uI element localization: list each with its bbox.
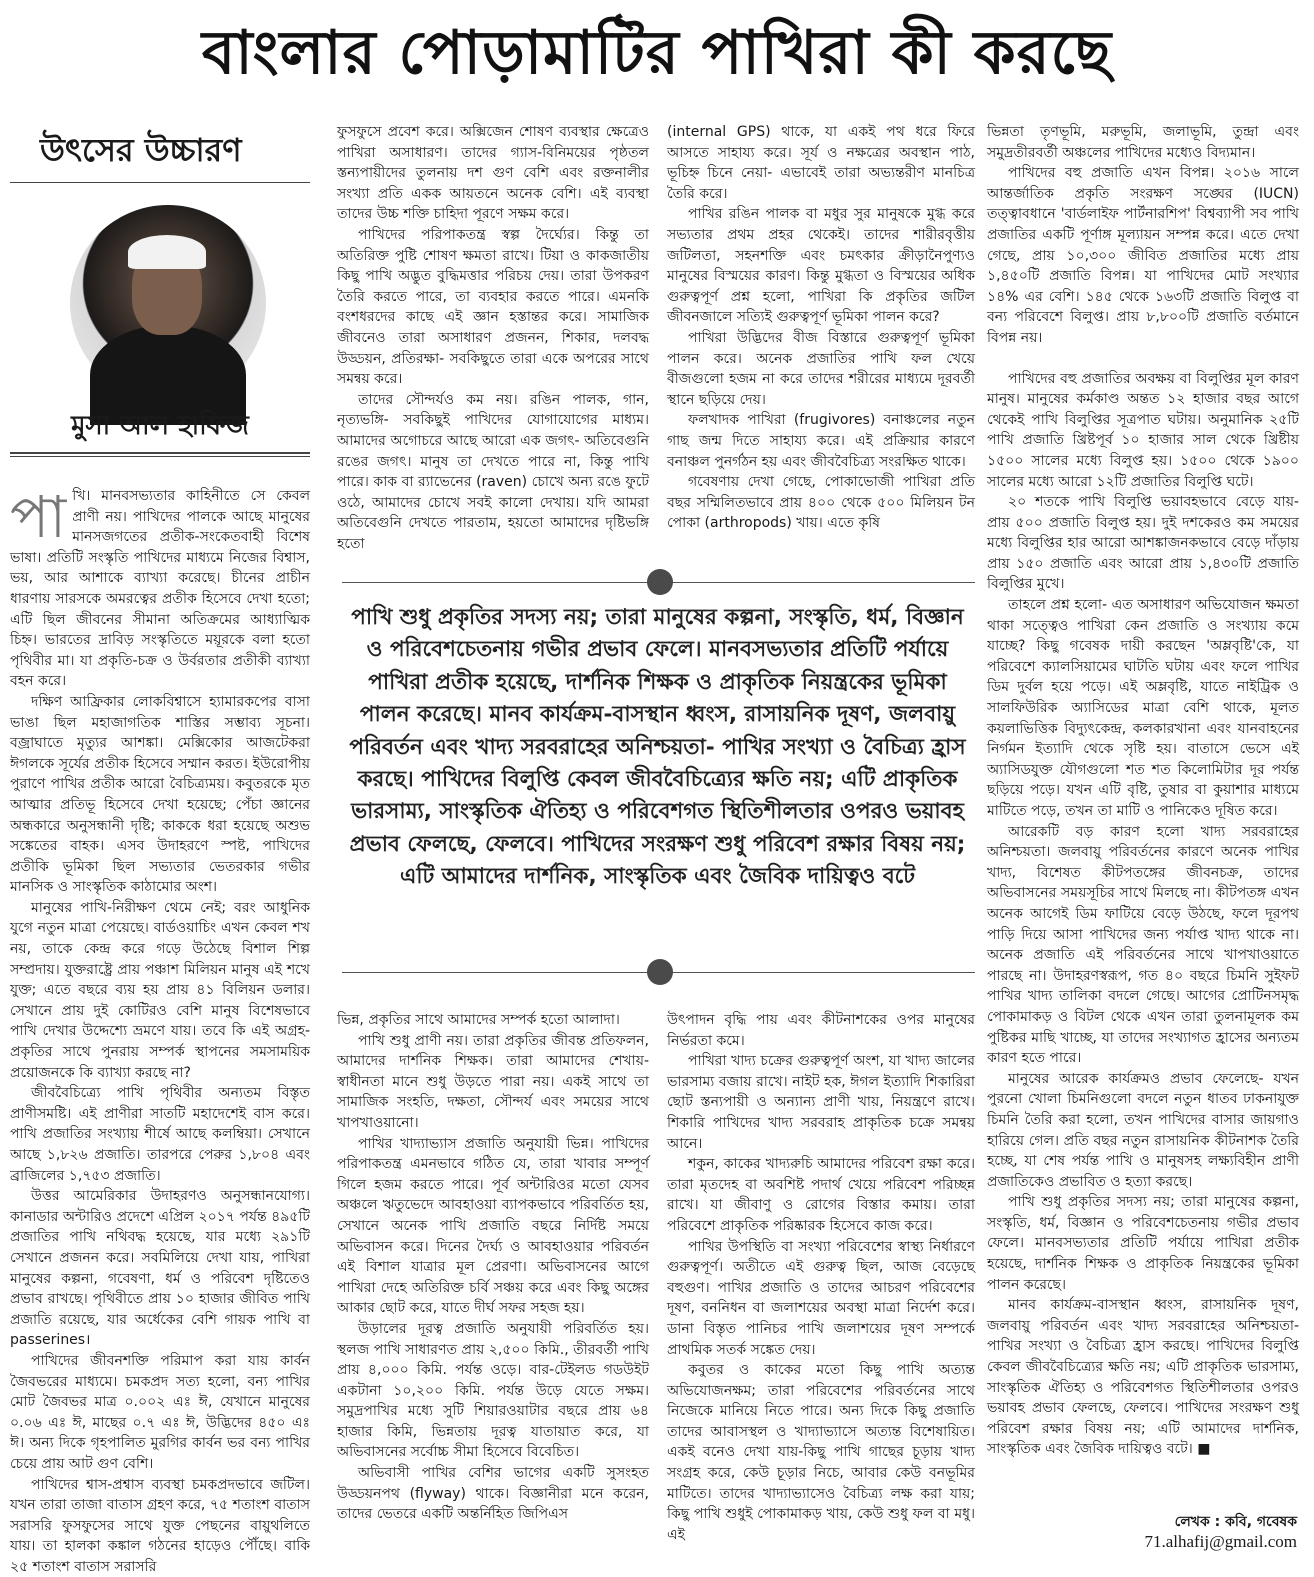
paragraph: উৎপাদন বৃদ্ধি পায় এবং কীটনাশকের ওপর মানুষের নির্ভরতা কমে। bbox=[667, 1010, 975, 1051]
paragraph: মানুষের আরেক কার্যক্রমও প্রভাব ফেলেছে- যখন পুরনো খোলা চিমনিগুলো বদলে নতুন ধাতব ঢাকনাযুক্ত চিমনি তৈরি করা হলো, তখন পাখিদের বাসার জায়গাও হারিয়ে গেল। প্রতি বছর নতুন রাসায়নিক কীটনাশক তৈরি হচ্ছে, যা শেষ পর্যন্ত পাখি ও মানুষসহ লক্ষ্যবিহীন প্রাণী প্রজাতিকেও প্রভাবিত ও হত্যা করছে। bbox=[987, 1069, 1299, 1193]
paragraph: খি। মানবসভ্যতার কাহিনীতে সে কেবল প্রাণী নয়। পাখিদের পালকে আছে মানুষের মানসজগতের প্রতীক-সংকেতবাহী বিশেষ ভাষা। প্রতিটি সংস্কৃতি পাখিদের মাধ্যমে নিজের বিশ্বাস, ভয়, আর আশাকে ব্যাখ্যা করেছে। চীনের প্রাচীন ধারণায় সারসকে অমরত্বের প্রতীক হিসেবে দেখা হতো; এটি ছিল জীবনের সীমানা অতিক্রমের আধ্যাত্মিক চিহ্ন। ভারতের দ্রাবিড় সংস্কৃতিতে ময়ূরকে বলা হতো পৃথিবীর মা। যা প্রকৃতি-চক্র ও উর্বরতার প্রতীকী ব্যাখ্যা বহন করে। bbox=[10, 488, 310, 689]
paragraph: জীববৈচিত্র্যে পাখি পৃথিবীর অন্যতম বিস্তৃত প্রাণীসমষ্টি। এই প্রাণীরা সাতটি মহাদেশেই বাস করে। পাখি প্রজাতির সংখ্যায় শীর্ষে আছে কলম্বিয়া। সেখানে আছে ১,৮২৬ প্রজাতি। তারপরে পেরুর ১,৮০৪ এবং ব্রাজিলের ১,৭৫৩ প্রজাতি। bbox=[10, 1083, 310, 1186]
paragraph: ভিন্নতা তৃণভূমি, মরুভূমি, জলাভূমি, তুন্দ্রা এবং সমুদ্রতীরবর্তী অঞ্চলের পাখিদের মধ্যেও বিদ্যমান। bbox=[987, 122, 1299, 163]
paragraph: পাখিরা উদ্ভিদের বীজ বিস্তারে গুরুত্বপূর্ণ ভূমিকা পালন করে। অনেক প্রজাতির পাখি ফল খেয়ে বীজগুলো হজম না করে তাদের শরীরের মাধ্যমে দূরবর্তী স্থানে ছড়িয়ে দেয়। bbox=[667, 328, 975, 410]
column-4 bbox=[987, 122, 1299, 1512]
paragraph: আরেকটি বড় কারণ হলো খাদ্য সরবরাহের অনিশ্চয়তা। জলবায়ু পরিবর্তনের কারণে অনেক পাখির খাদ্য, বিশেষত কীটপতঙ্গের জীবনচক্র, তাদের অভিবাসনের সময়সূচির সাথে মিলছে না। কীটপতঙ্গ এখন অনেক আগেই ডিম ফাটিয়ে বেড়ে উঠছে, ফলে দূরপথ পাড়ি দিয়ে আসা পাখিদের জন্য পর্যাপ্ত খাদ্য থাকে না। অনেক প্রজাতি এই পরিবর্তনের সাথে খাপখাওয়াতে পারছে না। উদাহরণস্বরূপ, গত ৪০ বছরে চিমনি সুইফট পাখির খাদ্য তালিকা বদলে গেছে। আগের প্রোটিনসমৃদ্ধ পোকামাকড় ও বিটল থেকে এখন তারা তুলনামূলক কম পুষ্টিকর মাছি খাচ্ছে, যা তাদের সংখ্যাগত হ্রাসের অন্যতম কারণ হতে পারে। bbox=[987, 822, 1299, 1069]
column-2-top bbox=[337, 122, 649, 522]
column-1 bbox=[10, 486, 310, 1568]
headline: বাংলার পোড়ামাটির পাখিরা কী করছে bbox=[0, 8, 1314, 98]
author-email[interactable]: 71.alhafij@gmail.com bbox=[985, 1532, 1297, 1552]
paragraph: পাখিদের বহু প্রজাতির অবক্ষয় বা বিলুপ্তির মূল কারণ মানুষ। মানুষের কর্মকাণ্ড অন্তত ১২ হাজার বছর আগে থেকেই পাখি বিলুপ্তির সূত্রপাত ঘটায়। অনুমানিক ২৫টি পাখি প্রজাতি খ্রিষ্টপূর্ব ১০ হাজার সাল থেকে খ্রিষ্টীয় ১৫০০ সালের মধ্যে বিলুপ্ত হয়। ১৫০০ থেকে ১৯০০ সালের মধ্যে আরো ১২টি প্রজাতির বিলুপ্তি ঘটে। bbox=[987, 369, 1299, 493]
paragraph: পাখিদের বহু প্রজাতি এখন বিপন্ন। ২০১৬ সালে আন্তর্জাতিক প্রকৃতি সংরক্ষণ সঙ্ঘের (IUCN) তত্ত্বাবধানে 'বার্ডলাইফ পার্টনারশিপ' বিশ্বব্যাপী সব পাখি প্রজাতির একটি পূর্ণাঙ্গ মূল্যায়ন সম্পন্ন করে। এতে দেখা গেছে, প্রায় ১০,৩০০ জীবিত প্রজাতির মধ্যে প্রায় ১,৪৫০টি প্রজাতি বিপন্ন। যা পাখিদের মোট সংখ্যার ১৪% এর বেশি। ১৪৫ থেকে ১৬৩টি প্রজাতি বিলুপ্ত বা বন্য পরিবেশে বিলুপ্ত। প্রায় ৮,৮০০টি প্রজাতি বর্তমানে বিপন্ন নয়। bbox=[987, 163, 1299, 348]
paragraph: মানুষের পাখি-নিরীক্ষণ থেমে নেই; বরং আধুনিক যুগে নতুন মাত্রা পেয়েছে। বার্ডওয়াচিং এখন কেবল শখ নয়, তাকে কেন্দ্র করে গড়ে উঠেছে বিশাল শিল্প সম্প্রদায়। যুক্তরাষ্ট্রে প্রায় পঞ্চাশ মিলিয়ন মানুষ এই শখে যুক্ত; এতে বছরে ব্যয় হয় প্রায় ৪১ বিলিয়ন ডলার। সেখানে প্রায় দুই কোটিরও বেশি মানুষ বিশেষভাবে পাখি দেখার উদ্দেশ্যে ভ্রমণে যায়। তবে কি এই অগ্রহ- প্রকৃতির সাথে পুনরায় সম্পর্ক স্থাপনের সমসাময়িক প্রয়োজনকে কি ব্যাখ্যা করছে না? bbox=[10, 898, 310, 1083]
paragraph: পাখি শুধু প্রকৃতির সদস্য নয়; তারা মানুষের কল্পনা, সংস্কৃতি, ধর্ম, বিজ্ঞান ও পরিবেশচেতনায় গভীর প্রভাব ফেলে। মানবসভ্যতার প্রতিটি পর্যায়ে পাখিরা প্রতীক হয়েছে, দার্শনিক শিক্ষক ও প্রাকৃতিক নিয়ন্ত্রকের ভূমিকা পালন করেছে। bbox=[987, 1192, 1299, 1295]
divider bbox=[10, 456, 310, 457]
author-name: মুসা আল হাফিজ bbox=[40, 406, 280, 446]
paragraph: ফুসফুসে প্রবেশ করে। অক্সিজেন শোষণ ব্যবস্থার ক্ষেত্রেও পাখিরা অসাধারণ। তাদের গ্যাস-বিনিময়ের পৃষ্ঠতল স্তন্যপায়ীদের তুলনায় দশ গুণ বেশি এবং রক্তনালীর সংখ্যা প্রতি একক আয়তনে অনেক বেশি। এই ব্যবস্থা তাদের উচ্চ শক্তি চাহিদা পূরণে সক্ষম করে। bbox=[337, 122, 649, 225]
paragraph: মানব কার্যক্রম-বাসস্থান ধ্বংস, রাসায়নিক দূষণ, জলবায়ু পরিবর্তন এবং খাদ্য সরবরাহের অনিশ্চয়তা- পাখির সংখ্যা ও বৈচিত্র্য হ্রাস করছে। পাখিদের বিলুপ্তি কেবল জীববৈচিত্র্যের ক্ষতি নয়; এটি প্রাকৃতিক ভারসাম্য, সাংস্কৃতিক ঐতিহ্য ও পরিবেশগত স্থিতিশীলতার ওপরও ভয়াবহ প্রভাব ফেলছে, ফেলবে। পাখিদের সংরক্ষণ শুধু পরিবেশ রক্ষার বিষয় নয়; এটি আমাদের দার্শনিক, সাংস্কৃতিক এবং জৈবিক দায়িত্বও বটে। ■ bbox=[987, 1295, 1299, 1460]
paragraph: পাখি শুধু প্রাণী নয়। তারা প্রকৃতির জীবন্ত প্রতিফলন, আমাদের দার্শনিক শিক্ষক। তারা আমাদের শেখায়- স্বাধীনতা মানে শুধু উড়তে পারা নয়। একই সাথে তা সামাজিক সংহতি, দক্ষতা, সৌন্দর্য এবং সময়ের সাথে খাপখাওয়ানো। bbox=[337, 1031, 649, 1134]
section-label: উৎসের উচ্চারণ bbox=[40, 126, 290, 174]
paragraph: তাহলে প্রশ্ন হলো- এত অসাধারণ অভিযোজন ক্ষমতা থাকা সত্ত্বেও পাখিরা কেন প্রজাতি ও সংখ্যায় কমে যাচ্ছে? কিছু গবেষক দায়ী করছেন 'অম্লবৃষ্টি'কে, যা পরিবেশে ক্যালসিয়ামের ঘাটতি ঘটায় এবং ফলে পাখির ডিম দুর্বল হয়ে পড়ে। এই অম্লবৃষ্টি, যাতে নাইট্রিক ও সালফিউরিক অ্যাসিডের মাত্রা বেশি থাকে, মূলত কয়লাভিত্তিক বিদ্যুৎকেন্দ্র, কলকারখানা এবং যানবাহনের নির্গমন ইত্যাদি থেকে সৃষ্টি হয়। বাতাসে ভেসে এই অ্যাসিডযুক্ত যৌগগুলো শত শত কিলোমিটার দূর পর্যন্ত ছড়িয়ে পড়ে। যখন এটি বৃষ্টি, তুষার বা কুয়াশার মাধ্যমে মাটিতে পড়ে, তখন তা মাটি ও পানিকেও দূষিত করে। bbox=[987, 595, 1299, 822]
paragraph: কবুতর ও কাকের মতো কিছু পাখি অত্যন্ত অভিযোজনক্ষম; তারা পরিবেশের পরিবর্তনের সাথে নিজেকে মানিয়ে নিতে পারে। অন্য দিকে কিছু প্রজাতি তাদের আবাসস্থল ও খাদ্যাভ্যাসে অত্যন্ত বিশেষায়িত। একই বনেও দেখা যায়-কিছু পাখি গাছের চূড়ায় খাদ্য সংগ্রহ করে, কেউ চূড়ার নিচে, আবার কেউ বনভূমির মাটিতে। তাদের খাদ্যাভ্যাসেও বৈচিত্র্য লক্ষ করা যায়; কিছু পাখি শুধুই পোকামাকড় খায়, কেউ শুধু ফল বা মধু। এই bbox=[667, 1360, 975, 1545]
paragraph: দক্ষিণ আফ্রিকার লোকবিশ্বাসে হ্যামারকপের বাসা ভাঙা ছিল মহাজাগতিক শাস্তির সম্ভাব্য সূচনা। বজ্রাঘাতে মৃত্যুর আশঙ্কা। মেক্সিকোর আজটেকরা ঈগলকে সূর্যের প্রতীক হিসেবে সম্মান করত। ইউরোপীয় পুরাণে পাখির প্রতীক আরো বৈচিত্র্যময়। কবুতরকে মৃত আত্মার প্রতিভূ হিসেবে দেখা হয়েছে; পেঁচা জ্ঞানের অন্ধকারে অনুসন্ধানী দৃষ্টি; কাককে ধরা হয়েছে অশুভ সঙ্কেতের বাহক। এসব উদাহরণে স্পষ্ট, পাখিদের প্রতীকি ভূমিকা ছিল সভ্যতার ভেতরকার গভীর মানসিক ও সাংস্কৃতিক কাঠামোর অংশ। bbox=[10, 692, 310, 898]
divider bbox=[10, 182, 310, 183]
author-role: লেখক : কবি, গবেষক bbox=[985, 1512, 1297, 1532]
author-photo bbox=[70, 205, 266, 401]
paragraph: পাখির খাদ্যাভ্যাস প্রজাতি অনুযায়ী ভিন্ন। পাখিদের পরিপাকতন্ত্র এমনভাবে গঠিত যে, তারা খাবার সম্পূর্ণ গিলে হজম করতে পারে। পূর্ব অন্টারিওর মতো যেসব অঞ্চলে ঋতুভেদে আবহাওয়া ব্যাপকভাবে পরিবর্তিত হয়, সেখানে অনেক পাখি প্রজাতি বছরে নির্দিষ্ট সময়ে অভিবাসন করে। দিনের দৈর্ঘ্য ও আবহাওয়ার পরিবর্তন এই বিশাল যাত্রার মূল প্রেরণা। অভিবাসনের আগে পাখিরা দেহে অতিরিক্ত চর্বি সঞ্চয় করে এবং কিছু অঙ্গের আকার ছোট করে, যাতে দীর্ঘ সফর সহজ হয়। bbox=[337, 1134, 649, 1319]
byline bbox=[985, 1512, 1297, 1552]
paragraph: (internal GPS) থাকে, যা একই পথ ধরে ফিরে আসতে সাহায্য করে। সূর্য ও নক্ষত্রের অবস্থান পাঠ, ভূচিহ্ন চিনে নেয়া- এভাবেই তারা অভ্যন্তরীণ মানচিত্র তৈরি করে। bbox=[667, 122, 975, 204]
paragraph: পাখিদের জীবনশক্তি পরিমাপ করা যায় কার্বন জৈবভরের মাধ্যমে। চমকপ্রদ সত্য হলো, বন্য পাখির মোট জৈবভর মাত্র ০.০০২ এঃ ঈ, যেখানে মানুষের ০.০৬ এঃ ঈ, মাছের ০.৭ এঃ ঈ, উদ্ভিদের ৪৫০ এঃ ঈ। অন্য দিকে গৃহপালিত মুরগির কার্বন ভর বন্য পাখির চেয়ে প্রায় আট গুণ বেশি। bbox=[10, 1351, 310, 1475]
paragraph: উড়ালের দূরত্ব প্রজাতি অনুযায়ী পরিবর্তিত হয়। স্থলজ পাখি সাধারণত প্রায় ২,৫০০ কিমি., তীরবর্তী পাখি প্রায় ৪,০০০ কিমি. পর্যন্ত ওড়ে। বার-টেইলড গডউইট একটানা ১০,২০০ কিমি. পর্যন্ত উড়ে যেতে সক্ষম। সমুদ্রপাখির মধ্যে সুটি শিয়ারওয়াটার বছরে প্রায় ৬৪ হাজার কিমি, ভিন্নতায় দূরত্ব যাতায়াত করে, যা অভিবাসনের সর্বোচ্চ সীমা হিসেবে বিবেচিত। bbox=[337, 1319, 649, 1463]
paragraph: গবেষণায় দেখা গেছে, পোকাভোজী পাখিরা প্রতি বছর সম্মিলিতভাবে প্রায় ৪০০ থেকে ৫০০ মিলিয়ন টন পোকা (arthropods) খায়। এতে কৃষি bbox=[667, 472, 975, 534]
paragraph: উত্তর আমেরিকার উদাহরণও অনুসন্ধানযোগ্য। কানাডার অন্টারিও প্রদেশে এপ্রিল ২০১৭ পর্যন্ত ৪৯৫টি প্রজাতির পাখি নথিবদ্ধ হয়েছে, যার মধ্যে ২৯১টি সেখানে প্রজনন করে। সবমিলিয়ে দেখা যায়, পাখিরা মানুষের কল্পনা, গবেষণা, ধর্ম ও পরিবেশ দৃষ্টিতেও প্রভাব রাখছে। পৃথিবীতে প্রায় ১০ হাজার জীবিত পাখি প্রজাতি রয়েছে, যার অর্ধেকের বেশি গায়ক পাখি বা passerines। bbox=[10, 1186, 310, 1351]
paragraph: তাদের সৌন্দর্যও কম নয়। রঙিন পালক, গান, নৃত্যভঙ্গি- সবকিছুই পাখিদের যোগাযোগের মাধ্যম। আমাদের অগোচরে আছে আরো এক জগৎ- অতিবেগুনি রঙের জগৎ। মানুষ তা দেখতে পারে না, কিন্তু পাখি পারে। কাক বা র‍্যাভেনের (raven) চোখে অন্য রঙে ফুটে ওঠে, আমাদের চোখে সবই কালো দেখায়। যদি আমরা অতিবেগুনি দেখতে পারতাম, হয়তো আমাদের দৃষ্টিভঙ্গি হতো bbox=[337, 390, 649, 555]
drop-cap: পা bbox=[10, 488, 66, 546]
column-3-top bbox=[667, 122, 975, 522]
divider-dot bbox=[647, 959, 673, 985]
paragraph: পাখিদের শ্বাস-প্রশ্বাস ব্যবস্থা চমকপ্রদভাবে জটিল। যখন তারা তাজা বাতাস গ্রহণ করে, ৭৫ শতাংশ বাতাস সরাসরি ফুসফুসের সাথে যুক্ত পেছনের বায়ুথলিতে যায়। তা হালকা কঙ্কাল গঠনের হাড়েও পৌঁছে। বাকি ২৫ শতাংশ বাতাস সরাসরি bbox=[10, 1475, 310, 1577]
divider bbox=[10, 452, 310, 454]
paragraph: পাখিরা খাদ্য চক্রের গুরুত্বপূর্ণ অংশ, যা খাদ্য জালের ভারসাম্য বজায় রাখে। নাইট হক, ঈগল ইত্যাদি শিকারিরা ছোট স্তন্যপায়ী ও অন্যান্য প্রাণী খায়, নিয়ন্ত্রণে রাখে। শিকারি পাখিদের খাদ্য সরবরাহ প্রাকৃতিক চক্রে সমন্বয় আনে। bbox=[667, 1051, 975, 1154]
paragraph: পাখির উপস্থিতি বা সংখ্যা পরিবেশের স্বাস্থ্য নির্ধারণে গুরুত্বপূর্ণ। অতীতে এই গুরুত্ব ছিল, আজ বেড়েছে বহুগুণ। পাখির প্রজাতি ও তাদের আচরণ পরিবেশের দূষণ, বননিধন বা জলাশয়ের অবস্থা মাত্রা নির্দেশ করে। ডানা বিস্তৃত পানিচর পাখি জলাশয়ের দূষণ সম্পর্কে প্রাথমিক সতর্ক সঙ্কেত দেয়। bbox=[667, 1237, 975, 1361]
divider-dot bbox=[647, 569, 673, 595]
pull-quote: পাখি শুধু প্রকৃতির সদস্য নয়; তারা মানুষের কল্পনা, সংস্কৃতি, ধর্ম, বিজ্ঞান ও পরিবেশচেতনায় গভীর প্রভাব ফেলে। মানবসভ্যতার প্রতিটি পর্যায়ে পাখিরা প্রতীক হয়েছে, দার্শনিক শিক্ষক ও প্রাকৃতিক নিয়ন্ত্রকের ভূমিকা পালন করেছে। মানব কার্যক্রম-বাসস্থান ধ্বংস, রাসায়নিক দূষণ, জলবায়ু পরিবর্তন এবং খাদ্য সরবরাহের অনিশ্চয়তা- পাখির সংখ্যা ও বৈচিত্র্য হ্রাস করছে। পাখিদের বিলুপ্তি কেবল জীববৈচিত্র্যের ক্ষতি নয়; এটি প্রাকৃতিক ভারসাম্য, সাংস্কৃতিক ঐতিহ্য ও পরিবেশগত স্থিতিশীলতার ওপরও ভয়াবহ প্রভাব ফেলছে, ফেলবে। পাখিদের সংরক্ষণ শুধু পরিবেশ রক্ষার বিষয় নয়; এটি আমাদের দার্শনিক, সাংস্কৃতিক এবং জৈবিক দায়িত্বও বটে bbox=[345, 602, 970, 894]
paragraph: অভিবাসী পাখির বেশির ভাগের একটি সুসংহত উড্ডয়নপথ (flyway) থাকে। বিজ্ঞানীরা মনে করেন, তাদের ভেতরে একটি অন্তর্নিহিত জিপিএস bbox=[337, 1463, 649, 1525]
paragraph: ভিন্ন, প্রকৃতির সাথে আমাদের সম্পর্ক হতো আলাদা। bbox=[337, 1010, 649, 1031]
photo-cap-shape bbox=[128, 235, 206, 269]
paragraph: পাখিদের পরিপাকতন্ত্র স্বল্প দৈর্ঘ্যের। কিন্তু তা অতিরিক্ত পুষ্টি শোষণ ক্ষমতা রাখে। টিয়া ও কাকজাতীয় কিছু পাখি অদ্ভুত বুদ্ধিমত্তার পরিচয় দেয়। তারা উপকরণ তৈরি করতে পারে, তা ব্যবহার করতে পারে। এমনকি বংশধরদের কাছে এই জ্ঞান হস্তান্তর করে। সামাজিক জীবনেও তারা অসাধারণ প্রজনন, শিকার, দলবদ্ধ উড্ডয়ন, প্রতিরক্ষা- সবকিছুতে তারা একে অপরের সাথে সমন্বয় করে। bbox=[337, 225, 649, 390]
paragraph: ফলখাদক পাখিরা (frugivores) বনাঞ্চলের নতুন গাছ জন্ম দিতে সাহায্য করে। এই প্রক্রিয়ার কারণে বনাঞ্চল পুনর্গঠন হয় এবং জীববৈচিত্র্য সংরক্ষিত থাকে। bbox=[667, 410, 975, 472]
column-3-bottom bbox=[667, 1010, 975, 1568]
paragraph: ২০ শতকে পাখি বিলুপ্তি ভয়াবহভাবে বেড়ে যায়- প্রায় ৫০০ প্রজাতি বিলুপ্ত হয়। দুই দশকেরও কম সময়ের মধ্যে বিলুপ্তির হার আরো আশঙ্কাজনকভাবে বেড়ে দাঁড়ায় প্রায় ১৫০ প্রজাতি এবং আরো প্রায় ১,৪৩০টি প্রজাতি বিলুপ্তির মুখে। bbox=[987, 492, 1299, 595]
paragraph: পাখির রঙিন পালক বা মধুর সুর মানুষকে মুগ্ধ করে সভ্যতার প্রথম প্রহর থেকেই। তাদের শারীরবৃত্তীয় জটিলতা, সহনশক্তি এবং চমৎকার ক্রীড়ানৈপুণ্যও মানুষের বিস্ময়ের কারণ। কিন্তু মুগ্ধতা ও বিস্ময়ের অধিক গুরুত্বপূর্ণ প্রশ্ন হলো, পাখিরা কি প্রকৃতির জটিল জীবনজালে সত্যিই গুরুত্বপূর্ণ ভূমিকা পালন করে? bbox=[667, 204, 975, 328]
paragraph: শকুন, কাকের খাদ্যরুচি আমাদের পরিবেশ রক্ষা করে। তারা মৃতদেহ বা অবশিষ্ট পদার্থ খেয়ে পরিবেশ পরিচ্ছন্ন রাখে। যা জীবাণু ও রোগের বিস্তার কমায়। তারা পরিবেশে প্রাকৃতিক পরিষ্কারক হিসেবে কাজ করে। bbox=[667, 1154, 975, 1236]
column-2-bottom bbox=[337, 1010, 649, 1568]
